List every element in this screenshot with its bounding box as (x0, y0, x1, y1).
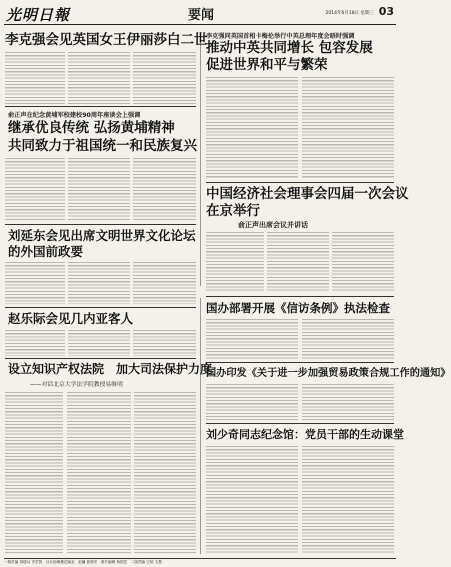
divider (5, 358, 196, 359)
footer-credits: 一版责编 刘德兵 齐学智 社长助理兼总编室 赵巍 夏晨安 照片编辑 杨国艺 二版责编 王欣 王慧 (4, 558, 396, 565)
divider (5, 307, 196, 308)
article-body (5, 392, 63, 554)
subheadline: ——对话北京大学法学院教授易继明 (30, 382, 123, 388)
article-body (68, 262, 130, 304)
headline-trade-policy: 国办印发《关于进一步加强贸易政策合规工作的通知》 (206, 367, 451, 379)
article-body (206, 446, 298, 554)
article-body (67, 392, 131, 554)
headline-liu-yandong-2: 的外国前政要 (8, 244, 84, 259)
divider (5, 224, 196, 225)
article-body (5, 262, 65, 304)
article-body (332, 232, 394, 292)
divider (206, 423, 394, 424)
subheadline: 俞正声出席会议并讲话 (238, 221, 308, 229)
divider (206, 182, 394, 183)
divider (206, 362, 394, 363)
headline-ip-court: 设立知识产权法院 加大司法保护力度 (8, 362, 213, 376)
headline-uk-growth-2: 促进世界和平与繁荣 (206, 57, 328, 73)
headline-whampoa-2: 共同致力于祖国统一和民族复兴 (8, 138, 197, 154)
headline-liu-shaoqi-memorial: 刘少奇同志纪念馆：党员干部的生动课堂 (206, 428, 404, 441)
article-body (68, 158, 130, 222)
article-body (133, 52, 196, 104)
article-body (206, 319, 298, 359)
page-number: 03 (378, 5, 394, 18)
newspaper-logo: 光明日報 (6, 6, 71, 24)
headline-council-2: 在京举行 (206, 203, 260, 219)
article-body (5, 158, 65, 222)
column-divider (200, 38, 201, 286)
headline-queen-meeting: 李克强会见英国女王伊丽莎白二世 (5, 32, 208, 48)
article-body (206, 232, 264, 292)
headline-liu-yandong-1: 刘延东会见出席文明世界文化论坛 (8, 228, 196, 243)
article-body (206, 384, 298, 420)
dateline: 2014年6月18日 星期三 (325, 11, 374, 16)
section-title: 要闻 (188, 8, 215, 23)
headline-xinfang-inspection: 国办部署开展《信访条例》执法检查 (206, 301, 390, 315)
article-body (133, 158, 196, 222)
article-body (302, 319, 394, 359)
article-body (267, 232, 329, 292)
headline-council-1: 中国经济社会理事会四届一次会议 (206, 186, 409, 202)
headline-zhao-leji: 赵乐际会见几内亚客人 (8, 311, 134, 326)
column-divider (200, 298, 201, 554)
article-body (134, 392, 196, 554)
article-body (133, 262, 196, 304)
article-body (68, 330, 130, 356)
headline-uk-growth-1: 推动中英共同增长 包容发展 (206, 40, 373, 56)
article-body (206, 77, 298, 179)
article-body (302, 77, 394, 179)
divider (5, 106, 196, 107)
article-body (302, 384, 394, 420)
headline-whampoa-1: 继承优良传统 弘扬黄埔精神 (8, 120, 175, 136)
divider (206, 296, 394, 297)
masthead (4, 3, 396, 25)
kicker: 俞正声在纪念黄埔军校建校90周年座谈会上强调 (8, 112, 141, 119)
kicker: 李克强同英国首相卡梅伦举行中英总理年度会晤时强调 (206, 33, 355, 40)
article-body (68, 52, 130, 104)
article-body (5, 52, 65, 104)
article-body (5, 330, 65, 356)
article-body (133, 330, 196, 356)
article-body (302, 446, 394, 554)
